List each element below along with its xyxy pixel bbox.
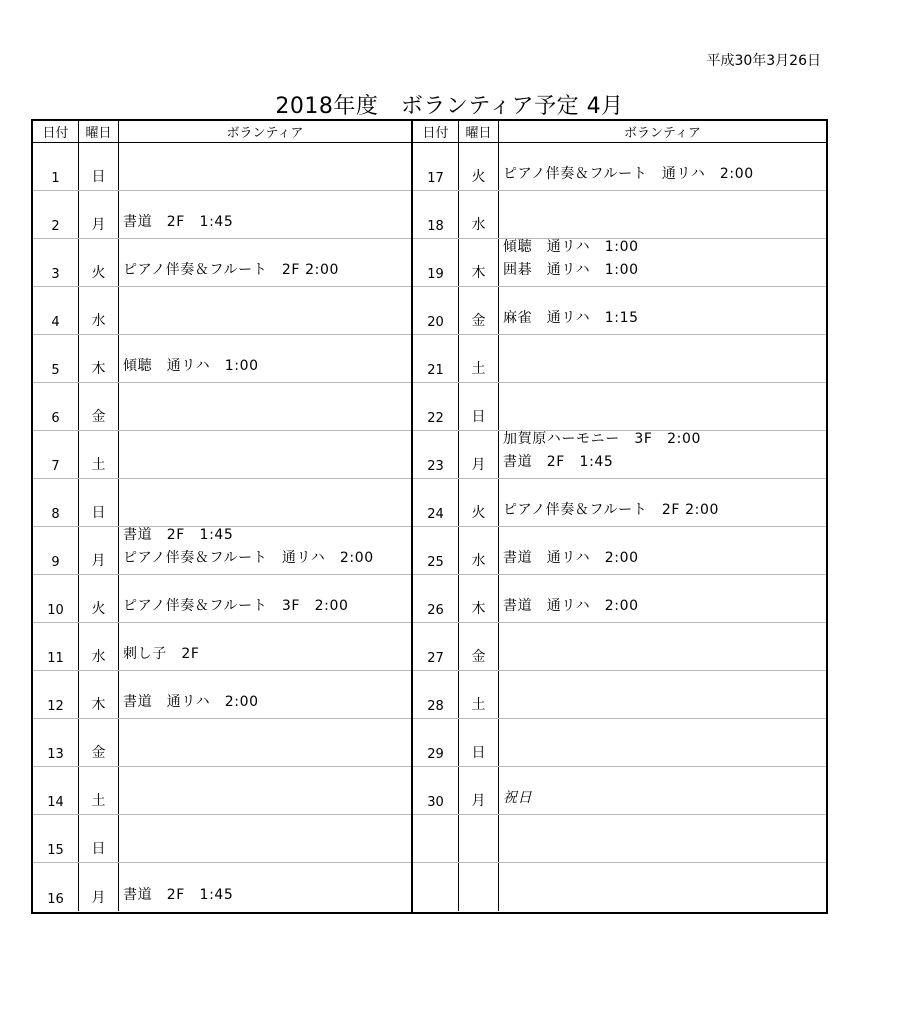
volunteer-cell xyxy=(499,143,826,190)
date-cell xyxy=(33,431,79,478)
table-row xyxy=(413,143,826,191)
table-row xyxy=(33,767,411,815)
weekday-cell xyxy=(459,815,499,862)
date-cell xyxy=(413,335,459,382)
date-cell xyxy=(413,431,459,478)
date-number: 26 xyxy=(427,603,444,618)
weekday-cell: 月 xyxy=(79,191,119,238)
date-cell xyxy=(33,335,79,382)
date-cell xyxy=(413,287,459,334)
volunteer-entry: 書道 2F 1:45 xyxy=(123,887,234,903)
volunteer-cell xyxy=(499,767,826,814)
volunteer-cell xyxy=(499,863,826,911)
weekday-cell: 水 xyxy=(459,191,499,238)
weekday-cell: 火 xyxy=(79,575,119,622)
volunteer-cell xyxy=(119,623,411,670)
page-title: 2018年度 ボランティア予定 4月 xyxy=(275,94,624,119)
date-cell xyxy=(413,863,459,911)
weekday-cell xyxy=(459,863,499,911)
volunteer-cell xyxy=(499,719,826,766)
date-number: 29 xyxy=(427,747,444,762)
volunteer-cell xyxy=(119,239,411,286)
table-row xyxy=(33,671,411,719)
right-rows xyxy=(413,143,826,911)
weekday-cell: 金 xyxy=(459,623,499,670)
volunteer-entry: 傾聴 通リハ 1:00 xyxy=(123,358,259,374)
volunteer-cell xyxy=(119,191,411,238)
table-row xyxy=(33,239,411,287)
volunteer-cell xyxy=(499,239,826,286)
volunteer-cell xyxy=(119,575,411,622)
table-row xyxy=(33,287,411,335)
date-cell xyxy=(33,143,79,190)
date-cell xyxy=(33,191,79,238)
date-cell xyxy=(33,383,79,430)
table-row xyxy=(413,575,826,623)
date-number: 12 xyxy=(47,699,64,714)
weekday-cell: 木 xyxy=(459,239,499,286)
volunteer-entry: ピアノ伴奏＆フルート 2F 2:00 xyxy=(123,262,339,278)
volunteer-entry: 傾聴 通リハ 1:00 xyxy=(503,239,639,255)
volunteer-cell xyxy=(499,383,826,430)
date-cell xyxy=(33,239,79,286)
weekday-cell: 土 xyxy=(79,431,119,478)
date-number: 3 xyxy=(51,267,60,282)
volunteer-cell xyxy=(499,479,826,526)
table-row xyxy=(413,479,826,527)
date-number: 1 xyxy=(51,171,60,186)
header-row xyxy=(33,121,411,143)
date-number: 8 xyxy=(51,507,60,522)
date-number: 16 xyxy=(47,892,64,907)
volunteer-cell xyxy=(499,575,826,622)
volunteer-cell xyxy=(499,671,826,718)
date-number: 6 xyxy=(51,411,60,426)
volunteer-cell xyxy=(119,383,411,430)
volunteer-cell xyxy=(499,335,826,382)
table-row xyxy=(33,383,411,431)
volunteer-cell xyxy=(119,767,411,814)
date-number: 24 xyxy=(427,507,444,522)
volunteer-cell xyxy=(119,431,411,478)
table-row xyxy=(33,719,411,767)
header-row xyxy=(413,121,826,143)
volunteer-entry: 麻雀 通リハ 1:15 xyxy=(503,310,639,326)
date-number: 27 xyxy=(427,651,444,666)
table-row xyxy=(33,335,411,383)
date-cell xyxy=(33,719,79,766)
date-number: 15 xyxy=(47,843,64,858)
date-cell xyxy=(33,863,79,911)
date-number: 5 xyxy=(51,363,60,378)
date-cell xyxy=(33,575,79,622)
weekday-cell: 金 xyxy=(79,383,119,430)
volunteer-cell xyxy=(119,863,411,911)
date-cell xyxy=(413,191,459,238)
weekday-cell: 月 xyxy=(459,767,499,814)
weekday-cell: 月 xyxy=(459,431,499,478)
table-row xyxy=(413,767,826,815)
table-row xyxy=(33,431,411,479)
date-number: 9 xyxy=(51,555,60,570)
volunteer-entry: 書道 2F 1:45 xyxy=(123,214,234,230)
date-number: 28 xyxy=(427,699,444,714)
volunteer-cell xyxy=(119,815,411,862)
volunteer-cell xyxy=(119,287,411,334)
volunteer-cell xyxy=(499,623,826,670)
table-row xyxy=(413,431,826,479)
weekday-cell: 木 xyxy=(79,335,119,382)
date-number: 21 xyxy=(427,363,444,378)
weekday-cell: 金 xyxy=(459,287,499,334)
header-volunteer: ボランティア xyxy=(226,126,304,141)
date-number: 17 xyxy=(427,171,444,186)
volunteer-entry: 書道 2F 1:45 xyxy=(123,527,234,543)
date-cell xyxy=(413,143,459,190)
date-cell xyxy=(33,671,79,718)
volunteer-cell xyxy=(119,335,411,382)
header-day: 曜日 xyxy=(459,121,499,142)
volunteer-entry: 加賀原ハーモニー 3F 2:00 xyxy=(503,431,701,447)
table-row xyxy=(413,383,826,431)
date-cell xyxy=(413,767,459,814)
table-row xyxy=(33,479,411,527)
table-row xyxy=(413,239,826,287)
table-row xyxy=(413,191,826,239)
weekday-cell: 金 xyxy=(79,719,119,766)
date-number: 20 xyxy=(427,315,444,330)
left-rows xyxy=(33,143,411,911)
header-volunteer: ボランティア xyxy=(624,126,701,141)
date-number: 4 xyxy=(51,315,60,330)
date-cell xyxy=(413,239,459,286)
volunteer-cell xyxy=(499,527,826,574)
date-cell xyxy=(33,479,79,526)
table-row xyxy=(33,623,411,671)
weekday-cell: 日 xyxy=(459,383,499,430)
header-date: 日付 xyxy=(33,121,79,142)
volunteer-entry: ピアノ伴奏＆フルート 通リハ 2:00 xyxy=(123,550,374,566)
weekday-cell: 月 xyxy=(79,527,119,574)
table-row xyxy=(33,143,411,191)
table-row xyxy=(413,623,826,671)
volunteer-entry: 書道 通リハ 2:00 xyxy=(503,598,639,614)
volunteer-entry: 書道 2F 1:45 xyxy=(503,454,614,470)
weekday-cell: 火 xyxy=(459,143,499,190)
volunteer-cell xyxy=(499,815,826,862)
schedule-table xyxy=(31,119,828,914)
date-cell xyxy=(413,815,459,862)
table-row xyxy=(413,863,826,911)
date-cell xyxy=(413,479,459,526)
table-row xyxy=(413,527,826,575)
weekday-cell: 日 xyxy=(79,815,119,862)
volunteer-entry: 書道 通リハ 2:00 xyxy=(123,694,259,710)
weekday-cell: 火 xyxy=(459,479,499,526)
date-number: 19 xyxy=(427,267,444,282)
volunteer-cell xyxy=(119,719,411,766)
weekday-cell: 水 xyxy=(79,623,119,670)
weekday-cell: 土 xyxy=(459,671,499,718)
weekday-cell: 水 xyxy=(459,527,499,574)
date-number: 11 xyxy=(47,651,64,666)
issue-date: 平成30年3月26日 xyxy=(706,53,821,69)
table-row xyxy=(33,527,411,575)
volunteer-cell xyxy=(499,191,826,238)
date-number: 25 xyxy=(427,555,444,570)
weekday-cell: 木 xyxy=(459,575,499,622)
table-row xyxy=(413,671,826,719)
volunteer-cell xyxy=(119,143,411,190)
weekday-cell: 木 xyxy=(79,671,119,718)
date-number: 10 xyxy=(47,603,64,618)
header-day: 曜日 xyxy=(79,121,119,142)
table-row xyxy=(413,815,826,863)
weekday-cell: 日 xyxy=(459,719,499,766)
date-number: 7 xyxy=(51,459,60,474)
date-number: 2 xyxy=(51,219,60,234)
date-number: 14 xyxy=(47,795,64,810)
date-cell xyxy=(33,815,79,862)
table-row xyxy=(413,335,826,383)
date-number: 18 xyxy=(427,219,444,234)
volunteer-cell xyxy=(499,431,826,478)
table-row xyxy=(33,191,411,239)
weekday-cell: 土 xyxy=(79,767,119,814)
volunteer-entry: 祝日 xyxy=(503,790,533,806)
date-cell xyxy=(33,767,79,814)
volunteer-cell xyxy=(119,527,411,574)
volunteer-entry: 刺し子 2F xyxy=(123,646,200,662)
weekday-cell: 火 xyxy=(79,239,119,286)
volunteer-cell xyxy=(119,479,411,526)
volunteer-entry: ピアノ伴奏＆フルート 3F 2:00 xyxy=(123,598,349,614)
date-cell xyxy=(413,575,459,622)
schedule-left-half xyxy=(33,121,413,912)
table-row xyxy=(413,287,826,335)
date-cell xyxy=(33,527,79,574)
table-row xyxy=(33,575,411,623)
volunteer-cell xyxy=(119,671,411,718)
weekday-cell: 日 xyxy=(79,143,119,190)
date-cell xyxy=(413,719,459,766)
volunteer-entry: ピアノ伴奏＆フルート 通リハ 2:00 xyxy=(503,166,754,182)
date-number: 13 xyxy=(47,747,64,762)
table-row xyxy=(413,719,826,767)
schedule-right-half xyxy=(413,121,826,912)
volunteer-entry: ピアノ伴奏＆フルート 2F 2:00 xyxy=(503,502,719,518)
weekday-cell: 月 xyxy=(79,863,119,911)
header-date: 日付 xyxy=(413,121,459,142)
volunteer-cell xyxy=(499,287,826,334)
date-number: 23 xyxy=(427,459,444,474)
table-row xyxy=(33,815,411,863)
date-cell xyxy=(413,527,459,574)
volunteer-entry: 囲碁 通リハ 1:00 xyxy=(503,262,639,278)
weekday-cell: 水 xyxy=(79,287,119,334)
date-number: 22 xyxy=(427,411,444,426)
date-cell xyxy=(413,383,459,430)
date-cell xyxy=(33,623,79,670)
date-cell xyxy=(413,671,459,718)
volunteer-entry: 書道 通リハ 2:00 xyxy=(503,550,639,566)
weekday-cell: 日 xyxy=(79,479,119,526)
date-cell xyxy=(33,287,79,334)
date-number: 30 xyxy=(427,795,444,810)
date-cell xyxy=(413,623,459,670)
weekday-cell: 土 xyxy=(459,335,499,382)
table-row xyxy=(33,863,411,911)
